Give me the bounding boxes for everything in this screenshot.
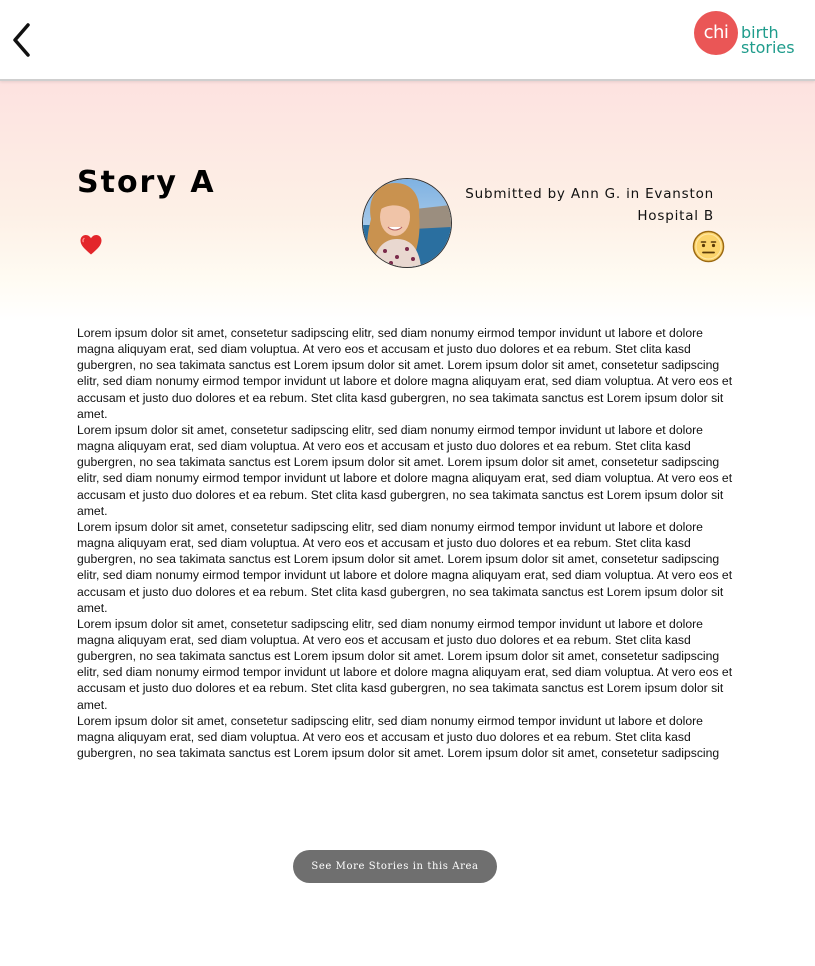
logo-mark: chi bbox=[694, 11, 738, 55]
story-paragraph: Lorem ipsum dolor sit amet, consetetur sadipscing elitr, sed diam nonumy eirmod tempor invidunt ut labore et dolore magna aliquyam erat, sed diam voluptua. At vero eos et accusam et justo duo dolores et ea rebum. Stet clita kasd gubergren, no sea takimata sanctus est Lorem ipsum dolor sit amet. Lorem ipsum dolor sit amet, consetetur sadipscing bbox=[77, 713, 720, 761]
story-paragraph: Lorem ipsum dolor sit amet, consetetur sadipscing elitr, sed diam nonumy eirmod tempor invidunt ut labore et dolore magna aliquyam erat, sed diam voluptua. At vero eos et accusam et justo duo dolores et ea rebum. Stet clita kasd gubergren, no sea takimata sanctus est Lorem ipsum dolor sit amet. Lorem ipsum dolor sit amet, consetetur sadipscing elitr, sed diam nonumy eirmod tempor invidunt ut labore et dolore magna aliquyam erat, sed diam voluptua. At vero eos et accusam et justo duo dolores et ea rebum. Stet clita kasd gubergren, no sea takimata sanctus est Lorem ipsum dolor sit amet. bbox=[77, 422, 733, 518]
top-bar bbox=[0, 0, 815, 81]
neutral-face-icon bbox=[692, 230, 725, 263]
story-body bbox=[77, 325, 739, 761]
like-button[interactable] bbox=[79, 233, 103, 257]
submitted-hospital: Hospital B bbox=[637, 208, 714, 224]
heart-icon bbox=[79, 233, 103, 257]
see-more-stories-button[interactable]: See More Stories in this Area bbox=[293, 850, 497, 883]
story-paragraph: Lorem ipsum dolor sit amet, consetetur sadipscing elitr, sed diam nonumy eirmod tempor invidunt ut labore et dolore magna aliquyam erat, sed diam voluptua. At vero eos et accusam et justo duo dolores et ea rebum. Stet clita kasd gubergren, no sea takimata sanctus est Lorem ipsum dolor sit amet. Lorem ipsum dolor sit amet, consetetur sadipscing elitr, sed diam nonumy eirmod tempor invidunt ut labore et dolore magna aliquyam erat, sed diam voluptua. At vero eos et accusam et justo duo dolores et ea rebum. Stet clita kasd gubergren, no sea takimata sanctus est Lorem ipsum dolor sit amet. bbox=[77, 326, 733, 421]
app-logo[interactable] bbox=[694, 11, 809, 57]
story-paragraph: Lorem ipsum dolor sit amet, consetetur sadipscing elitr, sed diam nonumy eirmod tempor invidunt ut labore et dolore magna aliquyam erat, sed diam voluptua. At vero eos et accusam et justo duo dolores et ea rebum. Stet clita kasd gubergren, no sea takimata sanctus est Lorem ipsum dolor sit amet. Lorem ipsum dolor sit amet, consetetur sadipscing elitr, sed diam nonumy eirmod tempor invidunt ut labore et dolore magna aliquyam erat, sed diam voluptua. At vero eos et accusam et justo duo dolores et ea rebum. Stet clita kasd gubergren, no sea takimata sanctus est Lorem ipsum dolor sit amet. bbox=[77, 616, 733, 712]
logo-word-birth: birth bbox=[741, 23, 779, 42]
mood-rating[interactable] bbox=[692, 230, 725, 263]
submission-info bbox=[414, 183, 714, 227]
back-button[interactable] bbox=[6, 20, 42, 60]
story-title: Story A bbox=[77, 165, 216, 200]
submitted-by: Submitted by Ann G. in Evanston bbox=[465, 186, 714, 202]
chevron-left-icon bbox=[6, 20, 42, 60]
story-paragraph: Lorem ipsum dolor sit amet, consetetur sadipscing elitr, sed diam nonumy eirmod tempor invidunt ut labore et dolore magna aliquyam erat, sed diam voluptua. At vero eos et accusam et justo duo dolores et ea rebum. Stet clita kasd gubergren, no sea takimata sanctus est Lorem ipsum dolor sit amet. Lorem ipsum dolor sit amet, consetetur sadipscing elitr, sed diam nonumy eirmod tempor invidunt ut labore et dolore magna aliquyam erat, sed diam voluptua. At vero eos et accusam et justo duo dolores et ea rebum. Stet clita kasd gubergren, no sea takimata sanctus est Lorem ipsum dolor sit amet. bbox=[77, 519, 733, 615]
logo-word-stories: stories bbox=[741, 38, 795, 57]
